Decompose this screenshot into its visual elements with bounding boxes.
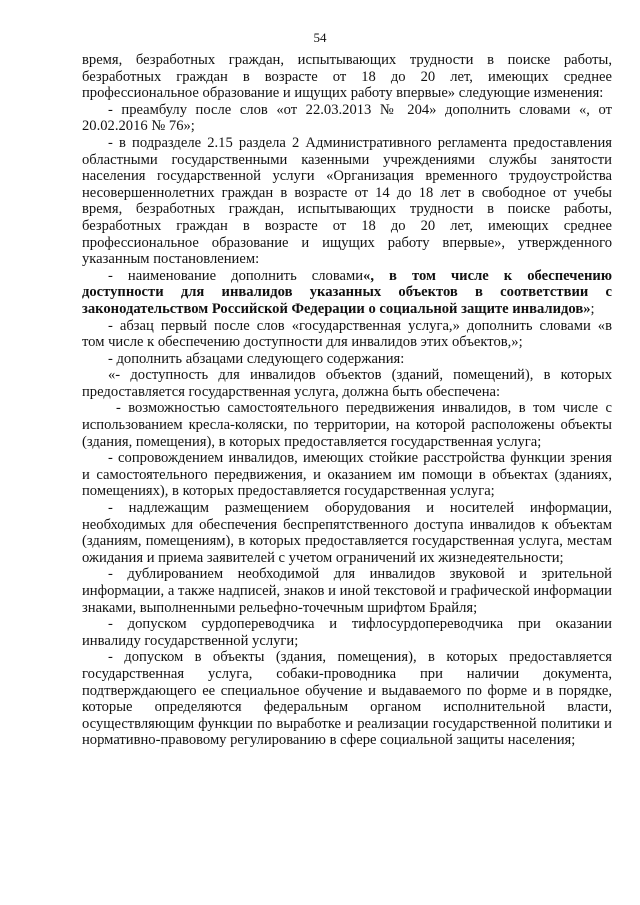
text-line: - допуском в объекты (здания, помещения), в которых предоставляется (108, 649, 612, 666)
text-line: том числе к обеспечению доступности для инвалидов этих объектов,»; (82, 334, 523, 351)
text-line: помещениях), в которых предоставляется государственная услуга; (82, 483, 495, 500)
page-number: 54 (313, 30, 327, 45)
text-line: подтверждающего ее специальное обучение и выдаваемого по форме и в порядке, (82, 682, 612, 699)
text-line: информации, а также надписей, знаков и иной текстовой и графической информации (82, 583, 612, 599)
text-line: нормативно-правовому регулированию в сфере социальной защиты населения; (82, 732, 576, 749)
text-line: - возможностью самостоятельного передвижения инвалидов, в том числе с (116, 400, 612, 417)
text-line: профессиональное образование и ищущих работу впервые» следующие изменения: (82, 85, 604, 102)
text-line: которые определяются федеральным органом исполнительной власти, (82, 699, 612, 716)
text-line: и самостоятельного передвижения, и оказанием им помощи в объектах (зданиях, (82, 466, 612, 483)
text-line: (зданиям, помещениям), в которых предоставляется государственная услуга, местам (82, 533, 612, 550)
text-line: время, безработных граждан, испытывающих трудности в поиске работы, (82, 201, 612, 218)
text-line: - надлежащим размещением оборудования и носителей информации, (108, 500, 612, 517)
text-line (82, 268, 612, 285)
text-line (82, 301, 612, 318)
text-line: время, безработных граждан, испытывающих трудности в поиске работы, (82, 52, 612, 68)
bold-text-span: доступности для инвалидов указанных объектов в соответствии с (82, 284, 612, 301)
text-line: - преамбулу после слов «от 22.03.2013 № 204» дополнить словами «, от (108, 101, 612, 118)
text-line: «- доступность для инвалидов объектов (зданий, помещений), в которых (108, 367, 612, 384)
text-line: - абзац первый после слов «государственная услуга,» дополнить словами «в (108, 317, 612, 334)
text-line: использованием кресла-коляски, по территории, на которой расположены объекты (82, 417, 612, 434)
text-line: знаками, выполненными рельефно-точечным шрифтом Брайля; (82, 599, 478, 616)
text-line: - допуском сурдопереводчика и тифлосурдопереводчика при оказании (108, 616, 612, 633)
bold-text-span: «, в том числе к обеспечению (363, 267, 612, 284)
text-line: несовершеннолетних граждан в возрасте от 14 до 18 лет в свободное от учебы (82, 184, 612, 201)
text-line: безработных граждан в возрасте от 18 до 20 лет, имеющих среднее (82, 217, 612, 234)
text-line: необходимых для обеспечения беспрепятственного доступа инвалидов к объектам (82, 516, 612, 533)
text-span: - наименование дополнить словами (108, 267, 364, 284)
text-line: - сопровождением инвалидов, имеющих стойкие расстройства функции зрения (108, 450, 612, 467)
text-span: ; (590, 300, 595, 317)
bold-text-span: законодательством Российской Федерации о социальной защите инвалидов» (82, 300, 591, 317)
text-line: государственная услуга, собаки-проводника при наличии документа, (82, 665, 612, 682)
text-line: указанным постановлением: (82, 251, 260, 268)
text-line: ожидания и приема заявителей с учетом ограничений их жизнедеятельности; (82, 549, 564, 566)
text-line (82, 284, 612, 301)
text-line: - дополнить абзацами следующего содержания: (108, 350, 405, 367)
text-line: областными государственными казенными учреждениями службы занятости (82, 151, 612, 168)
text-line: населения государственной услуги «Организация временного трудоустройства (82, 168, 612, 185)
text-line: 20.02.2016 № 76»; (82, 118, 195, 135)
text-line: (здания, помещения), в которых предоставляется государственная услуга; (82, 433, 542, 450)
text-line: - дублированием необходимой для инвалидов звуковой и зрительной (108, 566, 612, 583)
text-line: инвалиду государственной услуги; (82, 632, 299, 649)
text-line: - в подразделе 2.15 раздела 2 Административного регламента предоставления (108, 134, 612, 151)
text-line: осуществляющим функции по выработке и реализации государственной политики и (82, 715, 612, 732)
text-line: безработных граждан в возрасте от 18 до 20 лет, имеющих среднее (82, 68, 612, 85)
text-line: предоставляется государственная услуга, должна быть обеспечена: (82, 383, 501, 400)
text-line: профессиональное образование и ищущих работу впервые», утвержденного (82, 234, 612, 251)
document-body (82, 52, 612, 749)
